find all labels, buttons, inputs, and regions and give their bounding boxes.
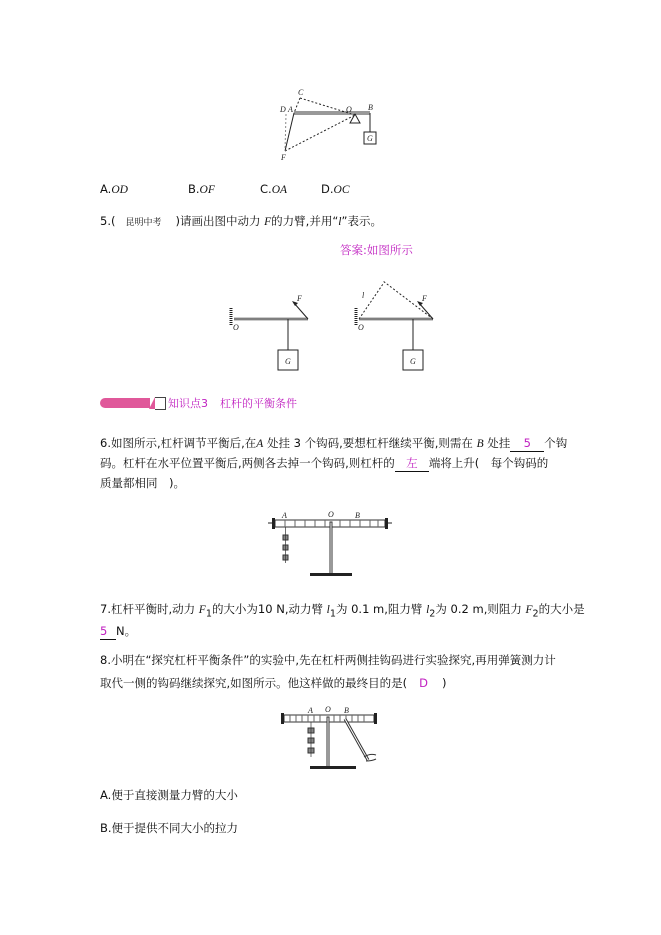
figure-q6-lever bbox=[270, 510, 390, 580]
label-a: A bbox=[308, 706, 313, 715]
point-a: A bbox=[256, 438, 264, 450]
label-d: D bbox=[280, 105, 286, 114]
option-value: OD bbox=[111, 184, 128, 196]
subscript: 2 bbox=[429, 608, 436, 620]
question-7-line2 bbox=[100, 623, 136, 640]
option-value: OF bbox=[199, 184, 215, 196]
question-6-line1 bbox=[100, 435, 567, 452]
q5-answer: 答案:如图所示 bbox=[340, 243, 413, 257]
label-o: O bbox=[325, 705, 331, 714]
label-b: B bbox=[368, 103, 373, 112]
label-f: F bbox=[281, 153, 286, 162]
option-letter: A. bbox=[100, 182, 112, 196]
text: 码。杠杆在水平位置平衡后,两侧各去掉一个钩码,则杠杆的 bbox=[100, 456, 395, 470]
label-g: G bbox=[367, 134, 373, 143]
subscript: 1 bbox=[205, 608, 212, 620]
question-6-line2 bbox=[100, 455, 548, 472]
text: 端将上升( 每个钩码的 bbox=[428, 456, 549, 470]
option-b[interactable] bbox=[188, 181, 260, 198]
option-value: OC bbox=[333, 184, 350, 196]
text: 个钩 bbox=[544, 436, 568, 450]
text: 为 0.1 m,阻力臂 bbox=[335, 602, 427, 616]
unit: N。 bbox=[116, 624, 137, 638]
text: 7.杠杆平衡时,动力 bbox=[100, 602, 199, 616]
section-bar bbox=[100, 398, 150, 408]
section-header bbox=[100, 396, 297, 410]
figure-q8-lever bbox=[278, 705, 388, 775]
label-o: O bbox=[328, 510, 334, 519]
answer-blank[interactable]: 5 bbox=[100, 623, 116, 640]
label-o: O bbox=[346, 105, 352, 114]
subscript: 1 bbox=[329, 608, 336, 620]
label-o: O bbox=[358, 323, 364, 332]
q8-option-a[interactable]: A.便于直接测量力臂的大小 bbox=[100, 788, 238, 802]
label-l: l bbox=[362, 291, 365, 300]
text: 的大小是 bbox=[538, 602, 585, 616]
option-value: OA bbox=[271, 184, 288, 196]
label-a: A bbox=[288, 105, 293, 114]
label-g: G bbox=[410, 357, 416, 366]
label-f: F bbox=[297, 294, 302, 303]
q8-answer: D bbox=[419, 676, 428, 690]
question-8-line1: 8.小明在“探究杠杆平衡条件”的实验中,先在杠杆两侧挂钩码进行实验探究,再用弹簧测力计 bbox=[100, 653, 556, 667]
q4-options bbox=[100, 181, 350, 198]
q5-text: ”表示。 bbox=[341, 214, 382, 228]
figure-q5-question bbox=[231, 294, 308, 370]
option-c[interactable] bbox=[260, 181, 321, 198]
figure-lever-options bbox=[280, 88, 390, 163]
label-b: B bbox=[355, 511, 360, 520]
answer-blank-2[interactable]: 左 bbox=[395, 455, 429, 472]
point-b: B bbox=[476, 438, 484, 450]
text: 为 0.2 m,则阻力 bbox=[435, 602, 526, 616]
option-letter: C. bbox=[260, 182, 272, 196]
label-o: O bbox=[233, 323, 239, 332]
q5-source: 昆明中考 bbox=[125, 218, 162, 228]
label-g: G bbox=[285, 357, 291, 366]
label-f: F bbox=[422, 294, 427, 303]
text: 处挂 3 个钩码,要想杠杆继续平衡,则需在 bbox=[263, 436, 477, 450]
section-label: 知识点3 bbox=[168, 397, 208, 410]
text: ) bbox=[442, 676, 447, 690]
text: 处挂 bbox=[483, 436, 511, 450]
text: 的大小为10 N,动力臂 bbox=[211, 602, 327, 616]
q5-f: F bbox=[264, 216, 272, 228]
symbol-l: l bbox=[426, 604, 430, 616]
question-7-line1 bbox=[100, 601, 585, 622]
q5-text: )请画出图中动力 bbox=[175, 214, 265, 228]
q5-text: 的力臂,并用“ bbox=[271, 214, 339, 228]
symbol-f: F bbox=[198, 604, 206, 616]
label-b: B bbox=[344, 706, 349, 715]
answer-blank-1[interactable]: 5 bbox=[510, 435, 544, 452]
figure-q5 bbox=[228, 278, 438, 373]
text: 取代一侧的钩码继续探究,如图所示。他这样做的最终目的是( bbox=[100, 676, 408, 690]
question-6-line3: 质量都相同 )。 bbox=[100, 476, 185, 490]
question-5 bbox=[100, 213, 382, 231]
question-8-line2 bbox=[100, 675, 447, 691]
label-c: C bbox=[298, 88, 304, 97]
q5-number: 5.( bbox=[100, 214, 116, 228]
symbol-f: F bbox=[525, 604, 533, 616]
figure-q5-answer bbox=[356, 281, 433, 370]
q5-l: l bbox=[338, 216, 342, 228]
section-box bbox=[155, 397, 166, 410]
section-title: 杠杆的平衡条件 bbox=[220, 397, 297, 410]
option-letter: B. bbox=[188, 182, 200, 196]
label-a: A bbox=[282, 511, 287, 520]
option-d[interactable] bbox=[321, 181, 350, 198]
option-a[interactable] bbox=[100, 181, 188, 198]
symbol-l: l bbox=[326, 604, 330, 616]
text: 6.如图所示,杠杆调节平衡后,在 bbox=[100, 436, 257, 450]
q8-option-b[interactable]: B.便于提供不同大小的拉力 bbox=[100, 821, 239, 835]
option-letter: D. bbox=[321, 182, 334, 196]
subscript: 2 bbox=[532, 608, 539, 620]
